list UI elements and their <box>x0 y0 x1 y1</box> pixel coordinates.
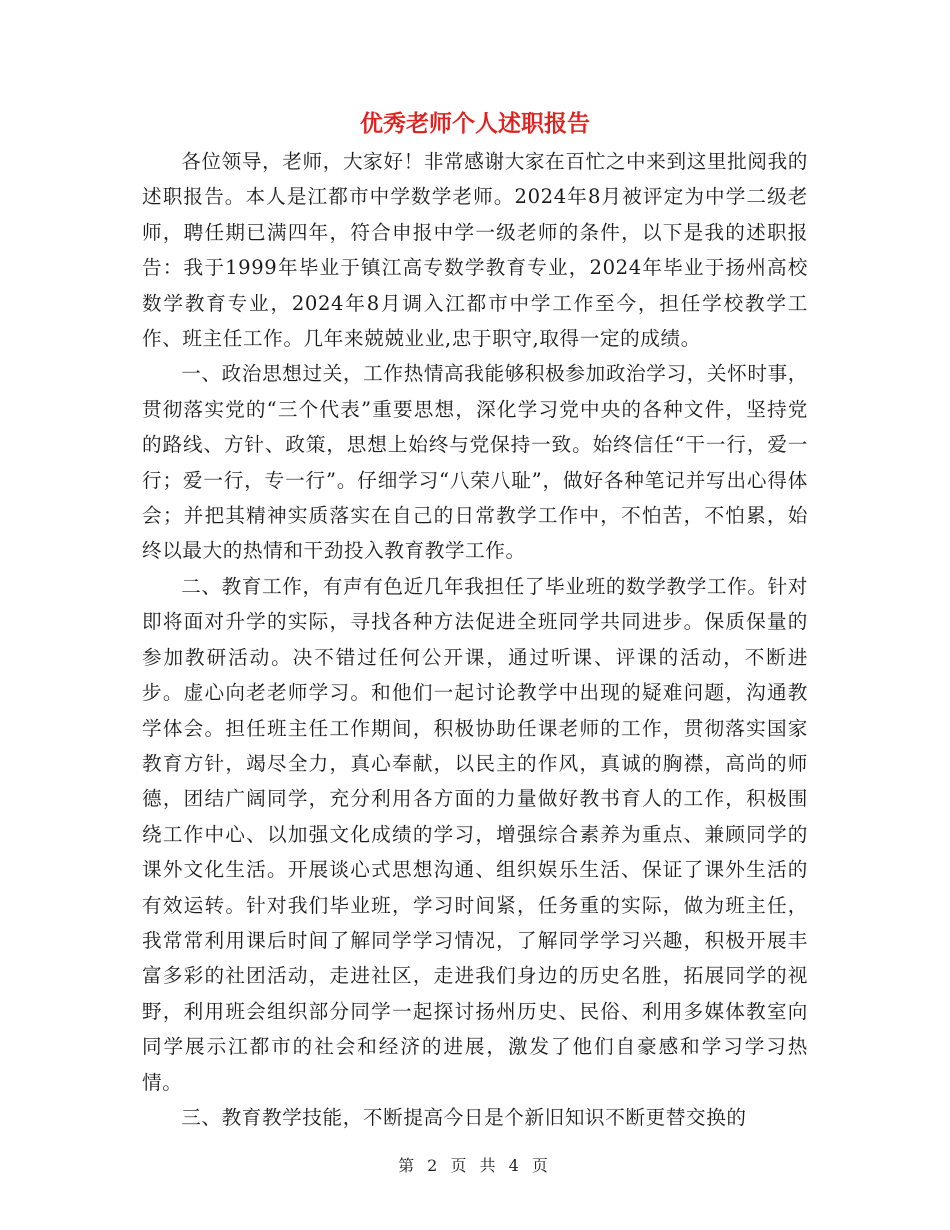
paragraph-section-2: 二、教育工作，有声有色近几年我担任了毕业班的数学教学工作。针对即将面对升学的实际，寻找各种方法促进全班同学共同进步。保质保量的参加教研活动。决不错过任何公开课，通过听课、评课的活动，不断进步。虚心向老老师学习。和他们一起讨论教学中出现的疑难问题，沟通教学体会。担任班主任工作期间，积极协助任课老师的工作，贯彻落实国家教育方针，竭尽全力，真心奉献，以民主的作风，真诚的胸襟，高尚的师德，团结广阔同学，充分利用各方面的力量做好教书育人的工作，积极围绕工作中心、以加强文化成绩的学习，增强综合素养为重点、兼顾同学的课外文化生活。开展谈心式思想沟通、组织娱乐生活、保证了课外生活的有效运转。针对我们毕业班，学习时间紧，任务重的实际，做为班主任，我常常利用课后时间了解同学学习情况，了解同学学习兴趣，积极开展丰富多彩的社团活动，走进社区，走进我们身边的历史名胜，拓展同学的视野，利用班会组织部分同学一起探讨扬州历史、民俗、利用多媒体教室向同学展示江都市的社会和经济的进展，激发了他们自豪感和学习学习热情。 <box>142 574 808 1094</box>
paragraph-intro: 各位领导，老师，大家好！非常感谢大家在百忙之中来到这里批阅我的述职报告。本人是江都市中学数学老师。2024年8月被评定为中学二级老师，聘任期已满四年，符合申报中学一级老师的条件，以下是我的述职报告：我于1999年毕业于镇江高专数学教育专业，2024年毕业于扬州高校数学教育专业，2024年8月调入江都市中学工作至今，担任学校教学工作、班主任工作。几年来兢兢业业,忠于职守,取得一定的成绩。 <box>142 150 808 351</box>
document-body <box>142 144 808 1135</box>
paragraph-section-1: 一、政治思想过关，工作热情高我能够积极参加政治学习，关怀时事，贯彻落实党的“三个代表”重要思想，深化学习党中央的各种文件，坚持党的路线、方针、政策，思想上始终与党保持一致。始终信任“干一行，爱一行；爱一行，专一行”。仔细学习“八荣八耻”，做好各种笔记并写出心得体会；并把其精神实质落实在自己的日常教学工作中，不怕苦，不怕累，始终以最大的热情和干劲投入教育教学工作。 <box>142 362 808 563</box>
page-number-footer: 第 2 页 共 4 页 <box>398 1156 552 1175</box>
document-title: 优秀老师个人述职报告 <box>360 110 590 137</box>
paragraph-section-3: 三、教育教学技能，不断提高今日是个新旧知识不断更替交换的 <box>181 1105 747 1129</box>
